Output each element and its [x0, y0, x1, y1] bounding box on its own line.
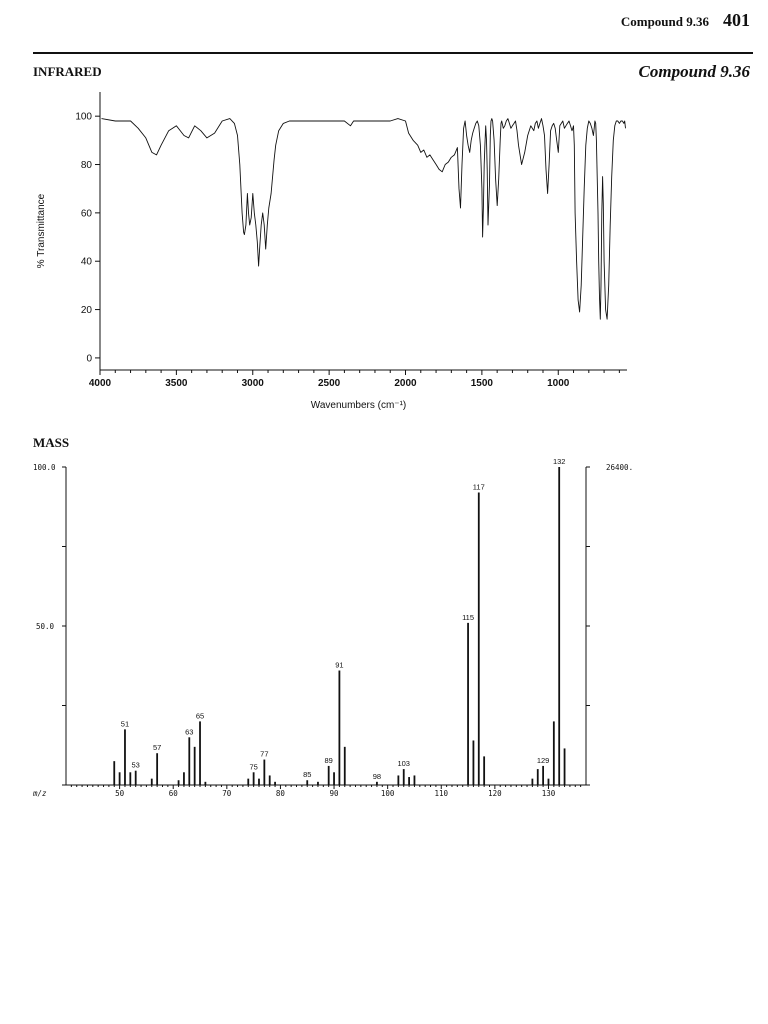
ms-x-tick-label: 80 — [275, 789, 285, 798]
ms-x-tick-label: 60 — [168, 789, 178, 798]
ms-peak-label: 115 — [462, 612, 475, 622]
ms-peak-label: 98 — [372, 771, 382, 781]
ir-x-tick-label: 1000 — [547, 378, 570, 389]
ms-x-tick-label: 50 — [115, 789, 125, 798]
ms-x-axis-title: m/z — [33, 789, 47, 798]
ms-peak-label: 89 — [324, 755, 333, 765]
ms-peak-label: 53 — [131, 760, 140, 770]
ms-peak-label: 51 — [120, 719, 130, 729]
ir-x-tick-label: 3000 — [241, 378, 264, 389]
ms-peak-label: 85 — [303, 770, 312, 780]
ir-x-tick-label: 4000 — [88, 378, 112, 389]
ms-peak-label: 129 — [536, 755, 550, 765]
ir-y-tick-label: 60 — [80, 208, 92, 220]
ms-x-tick-label: 70 — [222, 789, 232, 798]
ms-x-tick-label: 90 — [329, 789, 339, 798]
ms-base-peak-intensity: 26400. — [606, 463, 634, 472]
ir-x-tick-label: 2000 — [394, 378, 417, 389]
ms-peak-label: 65 — [195, 711, 205, 721]
page-number: 401 — [723, 10, 750, 30]
ms-y-label-50: 50.0 — [36, 622, 55, 631]
ms-x-tick-label: 100 — [380, 789, 395, 798]
ir-x-axis-title: Wavenumbers (cm⁻¹) — [310, 400, 407, 411]
ir-x-tick-label: 1500 — [470, 378, 494, 389]
ir-y-tick-label: 100 — [75, 111, 92, 123]
ir-x-tick-label: 2500 — [318, 378, 341, 389]
ms-x-tick-label: 110 — [434, 789, 449, 798]
ir-y-axis-title: % Transmittance — [36, 193, 47, 269]
ms-x-tick-label: 120 — [488, 789, 502, 798]
ir-x-tick-label: 3500 — [165, 378, 188, 389]
ms-peak-label: 103 — [397, 759, 410, 769]
ms-x-tick-label: 130 — [541, 789, 556, 798]
ir-y-tick-label: 80 — [80, 160, 92, 172]
ir-y-tick-label: 20 — [80, 305, 92, 317]
infrared-section-label: INFRARED — [33, 64, 102, 79]
compound-title: Compound 9.36 — [638, 62, 750, 81]
mass-section-label: MASS — [33, 435, 70, 450]
ms-peak-label: 75 — [249, 762, 258, 772]
ir-y-tick-label: 40 — [80, 256, 92, 268]
ms-peak-label: 77 — [260, 749, 269, 759]
ms-peak-label: 117 — [472, 482, 485, 492]
running-header-compound: Compound 9.36 — [620, 14, 709, 29]
ms-peak-label: 63 — [185, 727, 194, 737]
ms-peak-label: 91 — [335, 660, 344, 670]
ms-y-label-100: 100.0 — [33, 463, 56, 472]
ms-peak-label: 132 — [552, 457, 566, 466]
ir-y-tick-label: 0 — [86, 353, 92, 365]
ms-peak-label: 57 — [152, 743, 162, 753]
